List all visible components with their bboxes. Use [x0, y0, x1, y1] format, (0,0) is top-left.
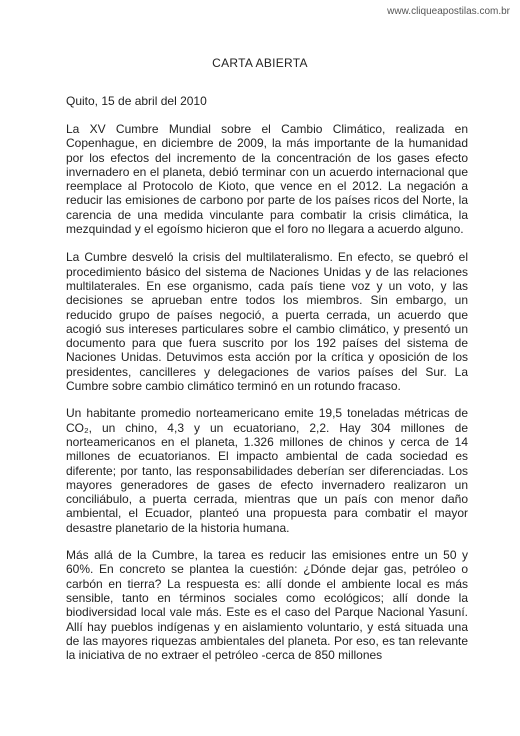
paragraph-1: La XV Cumbre Mundial sobre el Cambio Climático, realizada en Copenhague, en diciembre de 2009, la más importante de la humanidad por los efectos del incremento de la concentración de los gases efecto invernadero en el planeta, debió terminar con un acuerdo internacional que reemplace al Protocolo de Kioto, que vence en el 2012. La negación a reducir las emisiones de carbono por parte de los países ricos del Norte, la carencia de una medida vinculante para combatir la crisis climática, la mezquindad y el egoísmo hicieron que el foro no llegara a acuerdo alguno.	[66, 122, 468, 237]
paragraph-2: La Cumbre desveló la crisis del multilateralismo. En efecto, se quebró el procedimiento básico del sistema de Naciones Unidas y de las relaciones multilaterales. En ese organismo, cada país tiene voz y un voto, y las decisiones se aprueban entre todos los miembros. Sin embargo, un reducido grupo de países negoció, a puerta cerrada, un acuerdo que acogió sus intereses particulares sobre el cambio climático, y presentó un documento para que fuera suscrito por los 192 países del sistema de Naciones Unidas. Detuvimos esta acción por la crítica y oposición de los presidentes, cancilleres y delegaciones de varios países del Sur. La Cumbre sobre cambio climático terminó en un rotundo fracaso.	[66, 250, 468, 394]
letter-title: CARTA ABIERTA	[212, 56, 308, 70]
watermark-url: www.cliqueapostilas.com.br	[387, 6, 510, 17]
letter-body	[66, 122, 468, 676]
paragraph-3: Un habitante promedio norteamericano emite 19,5 toneladas métricas de CO₂, un chino, 4,3 y un ecuatoriano, 2,2. Hay 304 millones de norteamericanos en el planeta, 1.326 millones de chinos y cerca de 14 millones de ecuatorianos. El impacto ambiental de cada sociedad es diferente; por tanto, las responsabilidades deberían ser diferenciadas. Los mayores generadores de gases de efecto invernadero realizaron un conciliábulo, a puerta cerrada, mientras que un país con menor daño ambiental, el Ecuador, planteó una propuesta para combatir el mayor desastre planetario de la historia humana.	[66, 406, 468, 535]
date-line: Quito, 15 de abril del 2010	[66, 94, 207, 108]
paragraph-4: Más allá de la Cumbre, la tarea es reducir las emisiones entre un 50 y 60%. En concreto se plantea la cuestión: ¿Dónde dejar gas, petróleo o carbón en tierra? La respuesta es: allí donde el ambiente local es más sensible, tanto en términos sociales como ecológicos; allí donde la biodiversidad local vale más. Este es el caso del Parque Nacional Yasuní. Allí hay pueblos indígenas y en aislamiento voluntario, y está situada una de las mayores riquezas ambientales del planeta. Por eso, es tan relevante la iniciativa de no extraer el petróleo -cerca de 850 millones	[66, 548, 468, 663]
